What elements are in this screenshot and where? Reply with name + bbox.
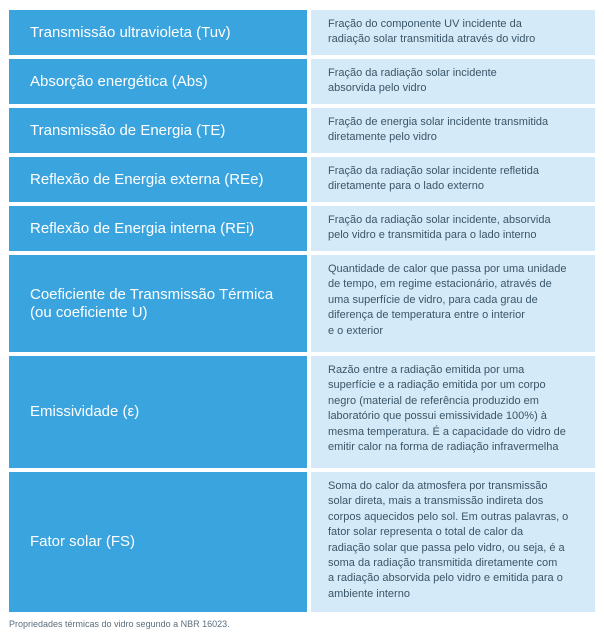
table-row	[9, 472, 595, 612]
property-description: Razão entre a radiação emitida por uma superfície e a radiação emitida por um corpo negro (material de referência produzido em laboratório que possui emissividade 100%) à mesma temperatura. É a capacidade do vidro de emitir calor na forma de radiação infravermelha	[311, 356, 595, 468]
property-term: Transmissão de Energia (TE)	[9, 108, 307, 153]
property-description: Fração da radiação solar incidente refletida diretamente para o lado externo	[311, 157, 595, 202]
property-term: Fator solar (FS)	[9, 472, 307, 612]
property-term: Reflexão de Energia interna (REi)	[9, 206, 307, 251]
table-row	[9, 255, 595, 352]
table-row	[9, 356, 595, 468]
table-row	[9, 206, 595, 251]
property-description: Fração do componente UV incidente da radiação solar transmitida através do vidro	[311, 10, 595, 55]
property-term: Coeficiente de Transmissão Térmica (ou coeficiente U)	[9, 255, 307, 352]
property-description: Soma do calor da atmosfera por transmissão solar direta, mais a transmissão indireta dos corpos aquecidos pelo sol. Em outras palavras, o fator solar representa o total de calor da radiação solar que passa pelo vidro, ou seja, é a soma da radiação transmitida diretamente com a radiação absorvida pelo vidro e emitida para o ambiente interno	[311, 472, 595, 612]
property-description: Quantidade de calor que passa por uma unidade de tempo, em regime estacionário, através de uma superfície de vidro, para cada grau de diferença de temperatura entre o interior e o exterior	[311, 255, 595, 352]
table-row	[9, 10, 595, 55]
table-row	[9, 108, 595, 153]
property-term: Emissividade (ε)	[9, 356, 307, 468]
properties-table	[9, 10, 595, 616]
property-description: Fração da radiação solar incidente, absorvida pelo vidro e transmitida para o lado interno	[311, 206, 595, 251]
table-row	[9, 59, 595, 104]
property-term: Absorção energética (Abs)	[9, 59, 307, 104]
table-row	[9, 157, 595, 202]
property-term: Transmissão ultravioleta (Tuv)	[9, 10, 307, 55]
table-caption: Propriedades térmicas do vidro segundo a NBR 16023.	[9, 619, 230, 629]
property-description: Fração da radiação solar incidente absorvida pelo vidro	[311, 59, 595, 104]
property-term: Reflexão de Energia externa (REe)	[9, 157, 307, 202]
property-description: Fração de energia solar incidente transmitida diretamente pelo vidro	[311, 108, 595, 153]
